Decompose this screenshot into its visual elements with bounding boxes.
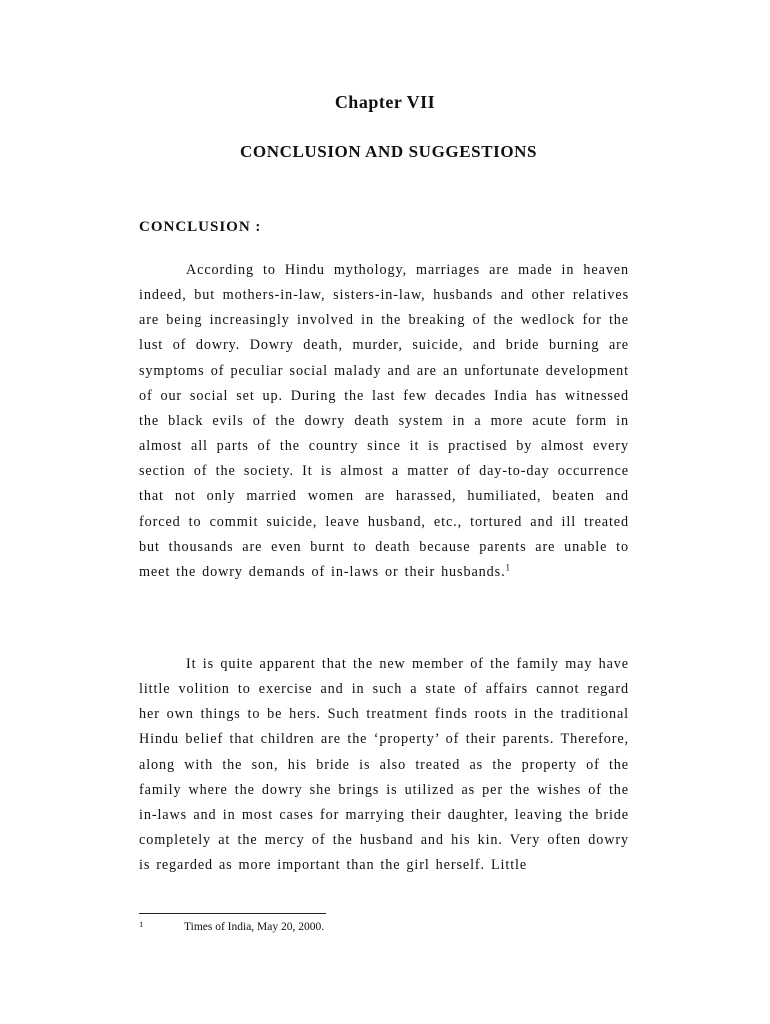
footnote-text: Times of India, May 20, 2000. (184, 921, 325, 933)
paragraph-2-text: It is quite apparent that the new member of the family may have little volition to exercise and in such a state of affairs cannot regard her own things to be hers. Such treatment finds roots in the traditional Hindu belief that children are the ‘property’ of their parents. Therefore, along with the son, his bride is also treated as the property of the family where the dowry she brings is utilized as per the wishes of the in-laws and in most cases for marrying their daughter, leaving the bride completely at the mercy of the husband and his kin. Very often dowry is regarded as more important than the girl herself. Little (139, 656, 629, 874)
footnote-reference[interactable]: 1 (505, 562, 511, 573)
chapter-title: Chapter VII (334, 92, 436, 112)
chapter-subtitle: CONCLUSION AND SUGGESTIONS (240, 142, 538, 161)
paragraph-1-text: According to Hindu mythology, marriages are made in heaven indeed, but mothers-in-law, sisters-in-law, husbands and other relatives are being increasingly involved in the breaking of the wedlock for the lust of dowry. Dowry death, murder, suicide, and bride burning are symptoms of peculiar social malady and are an unfortunate development of our social set up. During the last few decades India has witnessed the black evils of the dowry death system in a more acute form in almost all parts of the country since it is practised by almost every section of the society. It is almost a matter of day-to-day occurrence that not only married women are harassed, humiliated, beaten and forced to commit suicide, leave husband, etc., tortured and ill treated but thousands are even burnt to death because parents are unable to meet the dowry demands of in-laws or their husbands. (139, 262, 629, 580)
footnote-mark: 1 (139, 919, 144, 929)
section-heading: CONCLUSION : (139, 219, 262, 235)
paragraph-2 (139, 652, 629, 878)
footnote-divider (139, 913, 326, 914)
paragraph-1 (139, 258, 629, 585)
